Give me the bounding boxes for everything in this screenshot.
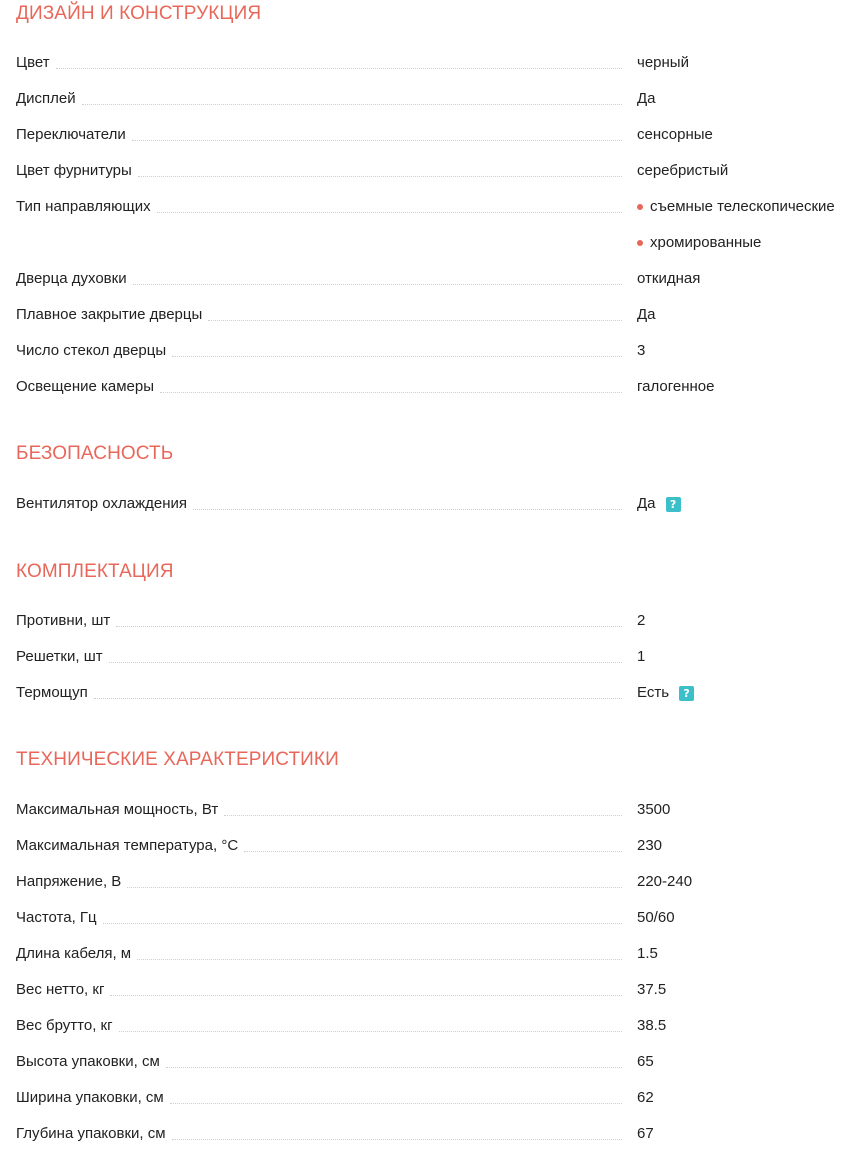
dotted-leader [133,284,622,285]
spec-label: Решетки, шт [16,647,109,667]
dotted-leader [94,698,622,699]
spec-row [16,486,849,522]
dotted-leader [132,140,622,141]
spec-label: Цвет [16,53,56,73]
dotted-leader [110,995,622,996]
list-item [637,197,835,217]
spec-value: Есть [637,684,670,701]
spec-row [16,333,849,369]
spec-row [16,261,849,297]
dotted-leader [138,176,622,177]
spec-label: Термощуп [16,683,94,703]
spec-row [16,972,849,1008]
dotted-leader [109,662,622,663]
spec-row [16,153,849,189]
spec-value: 37.5 [637,981,667,998]
spec-value: 50/60 [637,909,675,926]
spec-label: Дисплей [16,89,82,109]
spec-row [16,936,849,972]
spec-value: 3 [637,342,646,359]
spec-value: съемные телескопические [650,198,835,215]
spec-row [16,900,849,936]
list-item [637,233,835,253]
spec-value: 220-240 [637,873,693,890]
spec-row [16,1008,849,1044]
spec-row [16,864,849,900]
spec-value: хромированные [650,234,762,251]
spec-label: Максимальная температура, °С [16,836,244,856]
spec-value: 67 [637,1125,654,1142]
spec-value: откидная [637,270,701,287]
spec-label: Цвет фурнитуры [16,161,138,181]
spec-label: Частота, Гц [16,908,103,928]
spec-row [16,1116,849,1152]
help-icon[interactable]: ? [679,686,694,701]
dotted-leader [56,68,622,69]
spec-value: серебристый [637,162,729,179]
spec-value: галогенное [637,378,715,395]
spec-label: Высота упаковки, см [16,1052,166,1072]
spec-value: 2 [637,612,646,629]
spec-value: сенсорные [637,126,713,143]
spec-row [16,189,849,261]
dotted-leader [119,1031,622,1032]
spec-label: Переключатели [16,125,132,145]
section-title-technical: ТЕХНИЧЕСКИЕ ХАРАКТЕРИСТИКИ [16,749,339,770]
spec-label: Максимальная мощность, Вт [16,800,224,820]
spec-label: Ширина упаковки, см [16,1088,170,1108]
spec-row [16,603,849,639]
spec-value: 1 [637,648,646,665]
dotted-leader [157,212,622,213]
help-icon[interactable]: ? [666,497,681,512]
dotted-leader [137,959,622,960]
dotted-leader [244,851,622,852]
dotted-leader [224,815,622,816]
spec-value-list [637,197,835,253]
spec-label: Число стекол дверцы [16,341,172,361]
spec-row [16,45,849,81]
spec-row [16,297,849,333]
spec-row [16,639,849,675]
bullet-dot-icon [637,240,643,246]
spec-value: Да [637,306,656,323]
dotted-leader [166,1067,622,1068]
spec-label: Длина кабеля, м [16,944,137,964]
dotted-leader [127,887,622,888]
dotted-leader [193,509,622,510]
section-title-equipment: КОМПЛЕКТАЦИЯ [16,561,174,582]
spec-row [16,81,849,117]
spec-value: Да [637,495,656,512]
dotted-leader [116,626,622,627]
spec-label: Плавное закрытие дверцы [16,305,208,325]
spec-value: 1.5 [637,945,658,962]
spec-row [16,369,849,405]
spec-value: Да [637,90,656,107]
spec-row [16,1080,849,1116]
spec-label: Тип направляющих [16,197,157,217]
spec-value: 65 [637,1053,654,1070]
dotted-leader [170,1103,622,1104]
section-title-safety: БЕЗОПАСНОСТЬ [16,443,174,464]
dotted-leader [172,1139,622,1140]
spec-row [16,117,849,153]
spec-value: черный [637,54,689,71]
spec-label: Вентилятор охлаждения [16,494,193,514]
spec-value: 62 [637,1089,654,1106]
spec-label: Глубина упаковки, см [16,1124,172,1144]
dotted-leader [160,392,622,393]
spec-row [16,1044,849,1080]
spec-label: Противни, шт [16,611,116,631]
spec-row [16,828,849,864]
spec-label: Вес брутто, кг [16,1016,119,1036]
dotted-leader [82,104,622,105]
dotted-leader [208,320,622,321]
spec-row [16,675,849,711]
spec-label: Напряжение, В [16,872,127,892]
dotted-leader [103,923,622,924]
spec-value: 38.5 [637,1017,667,1034]
spec-label: Вес нетто, кг [16,980,110,1000]
spec-value: 230 [637,837,663,854]
bullet-dot-icon [637,204,643,210]
spec-value: 3500 [637,801,671,818]
spec-row [16,792,849,828]
spec-label: Дверца духовки [16,269,133,289]
spec-label: Освещение камеры [16,377,160,397]
section-title-design: ДИЗАЙН И КОНСТРУКЦИЯ [16,3,262,24]
dotted-leader [172,356,622,357]
